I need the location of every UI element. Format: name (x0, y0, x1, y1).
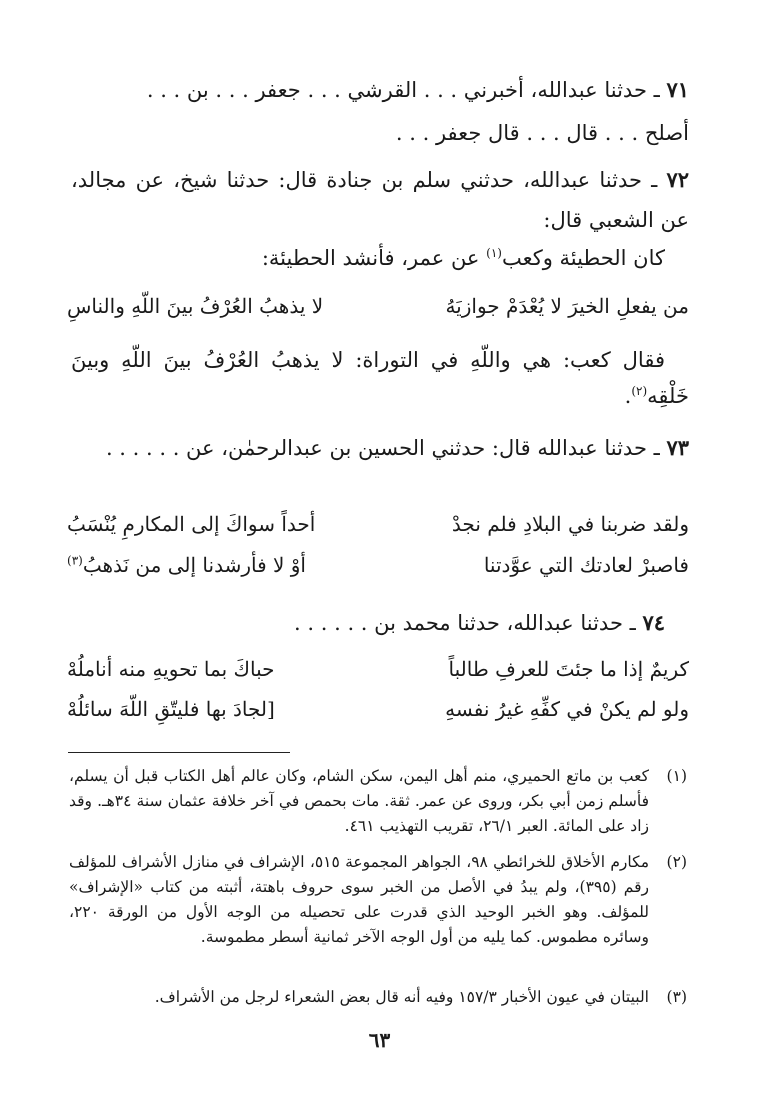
footnote-3-number: (٣) (666, 988, 687, 1006)
footnote-ref-2[interactable]: (٢) (631, 384, 648, 398)
footnote-separator (68, 752, 290, 753)
entry-71-number: ٧١ (666, 77, 689, 102)
footnote-3 (69, 985, 687, 1010)
footnote-1-number: (١) (666, 767, 687, 785)
verse-74-1-hemistich-1: كريمٌ إذا ما جئتَ للعرفِ طالباً (448, 657, 689, 681)
verse-74-1 (67, 657, 689, 695)
entry-72-text: ٧٢ ـ حدثنا عبدالله، حدثني سلم بن جنادة قال: حدثنا شيخ، عن مجالد، عن الشعبي قال: (71, 167, 689, 232)
entry-74-text: ٧٤ ـ حدثنا عبدالله، حدثنا محمد بن . . . . . . (294, 610, 665, 635)
footnote-2-number: (٢) (666, 853, 687, 871)
entry-72-kaab: فقال كعب: هي واللّهِ في التوراة: لا يذهبُ العُرْفُ بينَ اللّهِ وبينَ خَلْقِه$^{(٢)}$. (71, 348, 689, 408)
entry-74-number: ٧٤ (642, 610, 665, 635)
verse-73-2 (67, 553, 689, 591)
entry-73-number: ٧٣ (666, 435, 689, 460)
verse-74-2-hemistich-2: [لجادَ بها فليتّقِ اللّهَ سائلُهْ (67, 697, 275, 721)
entry-72-quote: كان الحطيئة وكعب$^{(١)}$ عن عمر، فأنشد الحطيئة: (261, 246, 665, 270)
entry-72-number: ٧٢ (666, 167, 689, 192)
verse-73-2-hemistich-2: أوْ لا فأرشدنا إلى من نَذهبُ$^{(٣)}$ (67, 553, 306, 577)
verse-73-1-hemistich-2: أحداً سواكَ إلى المكارمِ يُنْسَبُ (67, 512, 316, 536)
verse-72-hemistich-2: لا يذهبُ العُرْفُ بينَ اللّهِ والناسِ (67, 294, 324, 318)
footnote-ref-1[interactable]: (١) (486, 246, 502, 260)
verse-73-1 (67, 512, 689, 550)
verse-72 (67, 294, 689, 332)
verse-74-1-hemistich-2: حباكَ بما تحويهِ منه أناملُهْ (67, 657, 275, 681)
entry-71-line-1: ٧١ ـ حدثنا عبدالله، أخبرني . . . القرشي . . . جعفر . . . بن . . . (146, 77, 689, 102)
page-number: ٦٣ (368, 1028, 391, 1052)
footnote-1-text: كعب بن ماتع الحميري، منم أهل اليمن، سكن الشام، وكان عالم أهل الكتاب قبل أن يسلم، فأسلم زمن أبي بكر، وروى عن عمر. ثقة. مات بحمص في آخر خلافة عثمان سنة ٣٤هـ. وقد زاد على المائة. العبر ٢٦/١، تقريب التهذيب ٤٦١. (69, 767, 649, 835)
footnote-2-text: مكارم الأخلاق للخرائطي ٩٨، الجواهر المجموعة ٥١٥، الإشراف في منازل الأشراف للمؤلف رقم (٣٩٥)، ولم يبدُ في الأصل من الخبر سوى حروف باهتة، أثبته من كتاب «الإشراف» للمؤلف. وهو الخبر الوحيد الذي قدرت على تحصيله من الوجه الأول من الورقة ٢٢٠، وسائره مطموس. كما يليه من أول الوجه الآخر ثمانية أسطر مطموسة. (69, 853, 650, 946)
footnote-2 (69, 850, 687, 950)
footnote-ref-3[interactable]: (٣) (67, 553, 83, 568)
entry-71-line-2: أصلح . . . قال . . . قال جعفر . . . (395, 121, 689, 145)
verse-73-1-hemistich-1: ولقد ضربنا في البلادِ فلم نجدْ (451, 512, 689, 536)
footnote-1 (69, 764, 687, 839)
entry-73-text: ٧٣ ـ حدثنا عبدالله قال: حدثني الحسين بن عبدالرحمٰن، عن . . . . . . (105, 435, 689, 460)
verse-74-2 (67, 697, 689, 735)
footnote-3-text: البيتان في عيون الأخبار ١٥٧/٣ وفيه أنه قال بعض الشعراء لرجل من الأشراف. (154, 988, 649, 1006)
verse-73-2-hemistich-1: فاصبرْ لعادتك التي عوَّدتنا (483, 553, 689, 577)
verse-72-hemistich-1: من يفعلِ الخيرَ لا يُعْدَمْ جوازيَهُ (445, 294, 689, 318)
verse-74-2-hemistich-1: ولو لم يكنْ في كفِّهِ غيرُ نفسهِ (445, 697, 689, 721)
